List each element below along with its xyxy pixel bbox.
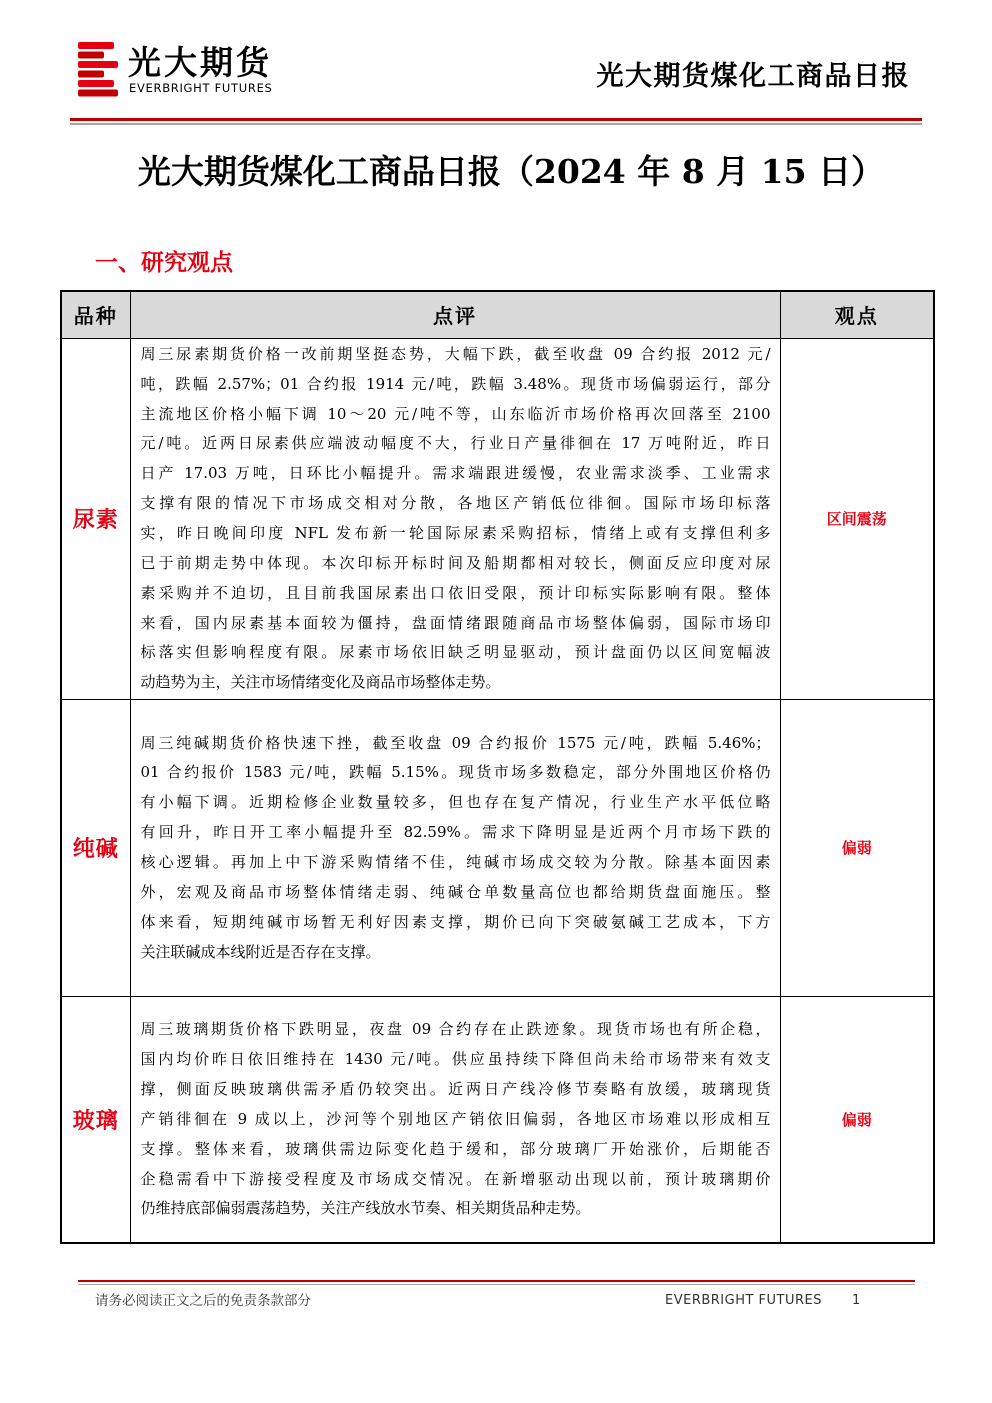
section-heading: 一、研究观点 xyxy=(95,249,233,276)
table-row xyxy=(61,996,934,1243)
comment-line: 已于前期走势中体现。本次印标开标时间及船期都相对较长，侧面反应印度对尿 xyxy=(140,553,771,572)
comment-line: 01 合约报价 1583 元/吨，跌幅 5.15%。现货市场多数稳定，部分外围地区价格仍 xyxy=(140,763,771,782)
column-header-comment: 点评 xyxy=(130,291,780,338)
logo-text-cn: 光大期货 xyxy=(128,43,272,82)
variety-name: 尿素 xyxy=(72,507,119,533)
comment-text xyxy=(131,728,780,968)
comment-line: 有回升，昨日开工率小幅提升至 82.59%。需求下降明显是近两个月市场下跌的 xyxy=(140,823,771,842)
logo-text-en: EVERBRIGHT FUTURES xyxy=(129,81,273,95)
comment-line: 来看，国内尿素基本面较为僵持，盘面情绪跟随商品市场整体偏弱，国际市场印 xyxy=(140,613,771,632)
comment-line: 周三纯碱期货价格快速下挫，截至收盘 09 合约报价 1575 元/吨，跌幅 5.46%； xyxy=(140,733,771,752)
comment-line: 周三尿素期货价格一改前期坚挺态势，大幅下跌，截至收盘 09 合约报 2012 元/ xyxy=(140,344,771,363)
comment-line: 国内均价昨日依旧维持在 1430 元/吨。供应虽持续下降但尚未给市场带来有效支 xyxy=(140,1050,771,1069)
comment-cell xyxy=(130,338,780,699)
comment-line: 主流地区价格小幅下调 10～20 元/吨不等，山东临沂市场价格再次回落至 2100 xyxy=(140,404,771,423)
view-cell xyxy=(780,996,934,1243)
header-rule-red xyxy=(70,118,922,121)
comment-line: 素采购并不迫切，且目前我国尿素出口依旧受限，预计印标实际影响有限。整体 xyxy=(140,583,771,602)
comment-line: 企稳需看中下游接受程度及市场成交情况。在新增驱动出现以前，预计玻璃期价 xyxy=(140,1169,771,1188)
comment-text xyxy=(131,339,780,698)
view-label: 偏弱 xyxy=(841,839,872,857)
view-cell xyxy=(780,338,934,699)
comment-line: 支撑。整体来看，玻璃供需边际变化趋于缓和，部分玻璃厂开始涨价，后期能否 xyxy=(140,1139,771,1158)
view-label: 偏弱 xyxy=(841,1110,872,1129)
comment-line: 仍维持底部偏弱震荡趋势，关注产线放水节奏、相关期货品种走势。 xyxy=(140,1199,591,1218)
footer-rule-red xyxy=(78,1280,915,1282)
footer-company: EVERBRIGHT FUTURES xyxy=(665,1293,823,1308)
footer-rule-grey xyxy=(78,1284,915,1285)
view-label: 区间震荡 xyxy=(826,510,887,528)
everbright-logo-icon xyxy=(78,42,120,98)
comment-cell xyxy=(130,699,780,996)
comment-line: 周三玻璃期货价格下跌明显，夜盘 09 合约存在止跌迹象。现货市场也有所企稳， xyxy=(140,1020,771,1039)
table-row xyxy=(61,338,934,699)
view-cell xyxy=(780,699,934,996)
comment-text xyxy=(131,1014,780,1224)
comment-line: 元/吨。近两日尿素供应端波动幅度不大，行业日产量徘徊在 17 万吨附近，昨日 xyxy=(140,434,771,453)
table-row xyxy=(61,699,934,996)
page-number: 1 xyxy=(852,1293,861,1308)
column-header-view: 观点 xyxy=(780,291,934,338)
comment-line: 撑，侧面反映玻璃供需矛盾仍较突出。近两日产线冷修节奏略有放缓，玻璃现货 xyxy=(140,1079,771,1098)
variety-cell xyxy=(61,338,130,699)
research-view-table xyxy=(60,290,935,1244)
comment-line: 外，宏观及商品市场整体情绪走弱、纯碱仓单数量高位也都给期货盘面施压。整 xyxy=(140,882,771,901)
comment-line: 动趋势为主，关注市场情绪变化及商品市场整体走势。 xyxy=(140,673,501,692)
comment-line: 核心逻辑。再加上中下游采购情绪不佳，纯碱市场成交较为分散。除基本面因素 xyxy=(140,853,771,871)
variety-name: 纯碱 xyxy=(72,836,119,862)
document-title: 光大期货煤化工商品日报（2024 年 8 月 15 日） xyxy=(137,152,885,191)
comment-line: 有小幅下调。近期检修企业数量较多，但也存在复产情况，行业生产水平低位略 xyxy=(140,793,771,812)
comment-line: 关注联碱成本线附近是否存在支撑。 xyxy=(140,942,381,961)
header-rule-grey xyxy=(70,123,922,125)
comment-line: 吨，跌幅 2.57%；01 合约报 1914 元/吨，跌幅 3.48%。现货市场偏弱运行，部分 xyxy=(140,374,771,393)
variety-cell xyxy=(61,996,130,1243)
variety-cell xyxy=(61,699,130,996)
report-name: 光大期货煤化工商品日报 xyxy=(596,61,910,92)
table-header-row xyxy=(61,291,934,338)
comment-cell xyxy=(130,996,780,1243)
comment-line: 体来看，短期纯碱市场暂无利好因素支撑，期价已向下突破氨碱工艺成本，下方 xyxy=(140,912,771,931)
comment-line: 实，昨日晚间印度 NFL 发布新一轮国际尿素采购招标，情绪上或有支撑但利多 xyxy=(140,524,771,542)
column-header-variety: 品种 xyxy=(61,291,130,338)
comment-line: 日产 17.03 万吨，日环比小幅提升。需求端跟进缓慢，农业需求淡季、工业需求 xyxy=(140,464,771,483)
comment-line: 产销徘徊在 9 成以上，沙河等个别地区产销依旧偏弱，各地区市场难以形成相互 xyxy=(140,1109,771,1128)
comment-line: 支撑有限的情况下市场成交相对分散，各地区产销低位徘徊。国际市场印标落 xyxy=(140,494,771,513)
footer-disclaimer: 请务必阅读正文之后的免责条款部分 xyxy=(95,1293,311,1309)
comment-line: 标落实但影响程度有限。尿素市场依旧缺乏明显驱动，预计盘面仍以区间宽幅波 xyxy=(140,643,771,662)
variety-name: 玻璃 xyxy=(72,1107,119,1134)
